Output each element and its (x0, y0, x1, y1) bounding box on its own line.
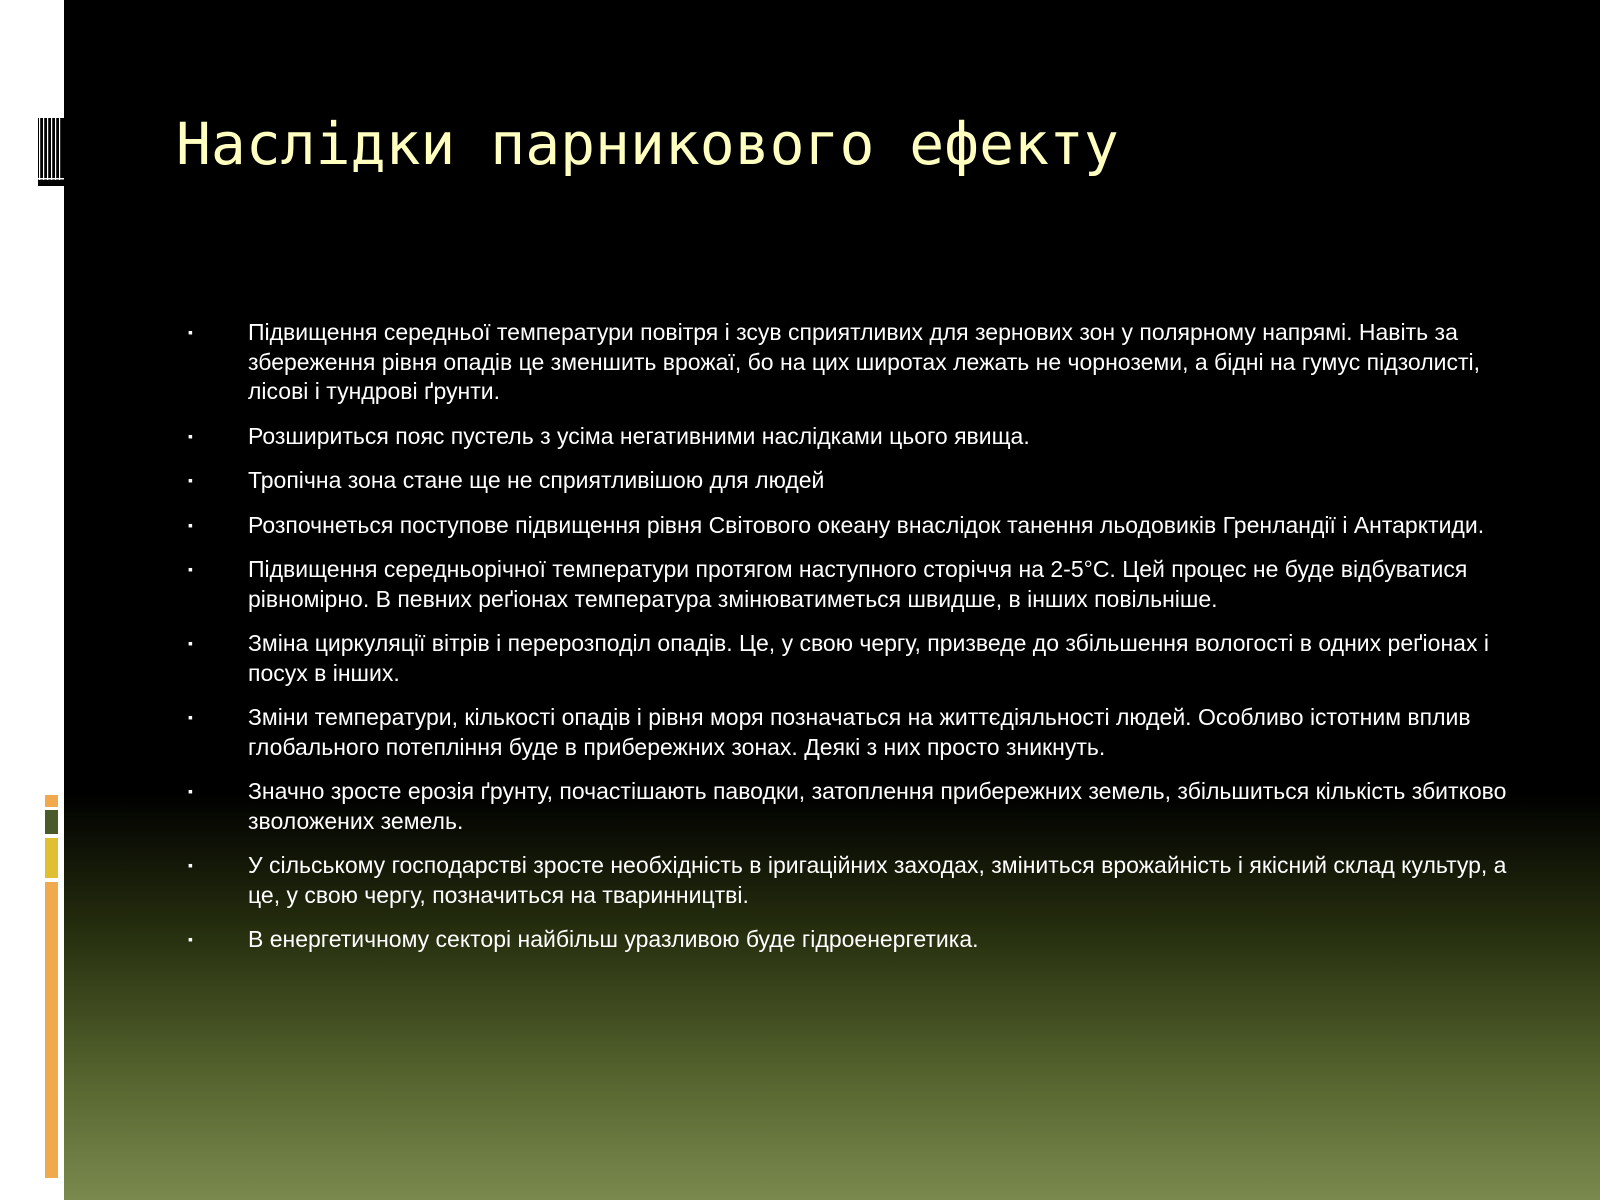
bullet-text: Значно зросте ерозія ґрунту, почастішають паводки, затоплення прибережних земель, збільшиться кількість збитково зволожених земель. (248, 778, 1507, 834)
bullet-marker-icon: ▪ (188, 516, 193, 533)
bullet-text: Тропічна зона стане ще не сприятливішою для людей (248, 467, 825, 493)
bullet-text: В енергетичному секторі найбільш уразливою буде гідроенергетика. (248, 926, 979, 952)
bullet-text: Зміна циркуляції вітрів і перерозподіл опадів. Це, у свою чергу, призведе до збільшення вологості в одних реґіонах і посух в інших. (248, 630, 1489, 686)
bullet-text: У сільському господарстві зросте необхідність в іригаційних заходах, зміниться врожайність і якісний склад культур, а це, у свою чергу, позначиться на тваринництві. (248, 852, 1507, 908)
bullet-marker-icon: ▪ (188, 427, 193, 444)
bullet-list (184, 318, 1514, 970)
bullet-marker-icon: ▪ (188, 857, 193, 873)
bullet-item (184, 851, 1514, 910)
bullet-item (184, 703, 1514, 762)
accent-bar-orange-small (45, 795, 58, 807)
bullet-marker-icon: ▪ (188, 324, 193, 340)
slide-title: Наслідки парникового ефекту (176, 110, 1119, 178)
accent-bar-olive (45, 810, 58, 834)
bullet-marker-icon: ▪ (188, 931, 193, 947)
vertical-lines-icon (38, 118, 64, 186)
bullet-text: Зміни температури, кількості опадів і рівня моря позначаться на життєдіяльності людей. Особливо істотним вплив глобального потепління буде в прибережних зонах. Деякі з них просто зникнуть. (248, 704, 1471, 760)
bullet-item (184, 629, 1514, 688)
bullet-marker-icon: ▪ (188, 783, 193, 799)
bullet-item (184, 777, 1514, 836)
bullet-text: Розшириться пояс пустель з усіма негативними наслідками цього явища. (248, 422, 1030, 449)
accent-bar-orange-long (45, 882, 58, 1178)
bullet-item (184, 466, 1514, 496)
bullet-marker-icon: ▪ (188, 709, 193, 725)
bullet-marker-icon: ▪ (188, 561, 193, 577)
accent-bar-gold (45, 838, 58, 878)
bullet-item (184, 318, 1514, 407)
bullet-item (184, 422, 1514, 452)
bullet-text: Розпочнеться поступове підвищення рівня Світового океану внаслідок танення льодовиків Гренландії і Антарктиди. (248, 511, 1485, 538)
bullet-text: Підвищення середньої температури повітря і зсув сприятливих для зернових зон у полярному напрямі. Навіть за збереження рівня опадів це зменшить врожаї, бо на цих широтах лежать не чорноземи, а бідні на гумус підзолисті, лісові і тундрові ґрунти. (248, 319, 1481, 404)
bullet-text: Підвищення середньорічної температури протягом наступного сторіччя на 2-5°С. Цей процес не буде відбуватися рівномірно. В певних реґіонах температура змінюватиметься швидше, в інших повільніше. (248, 556, 1468, 612)
bullet-marker-icon: ▪ (188, 472, 193, 488)
bullet-item (184, 925, 1514, 955)
bullet-marker-icon: ▪ (188, 635, 193, 651)
bullet-item (184, 511, 1514, 541)
bullet-item (184, 555, 1514, 614)
